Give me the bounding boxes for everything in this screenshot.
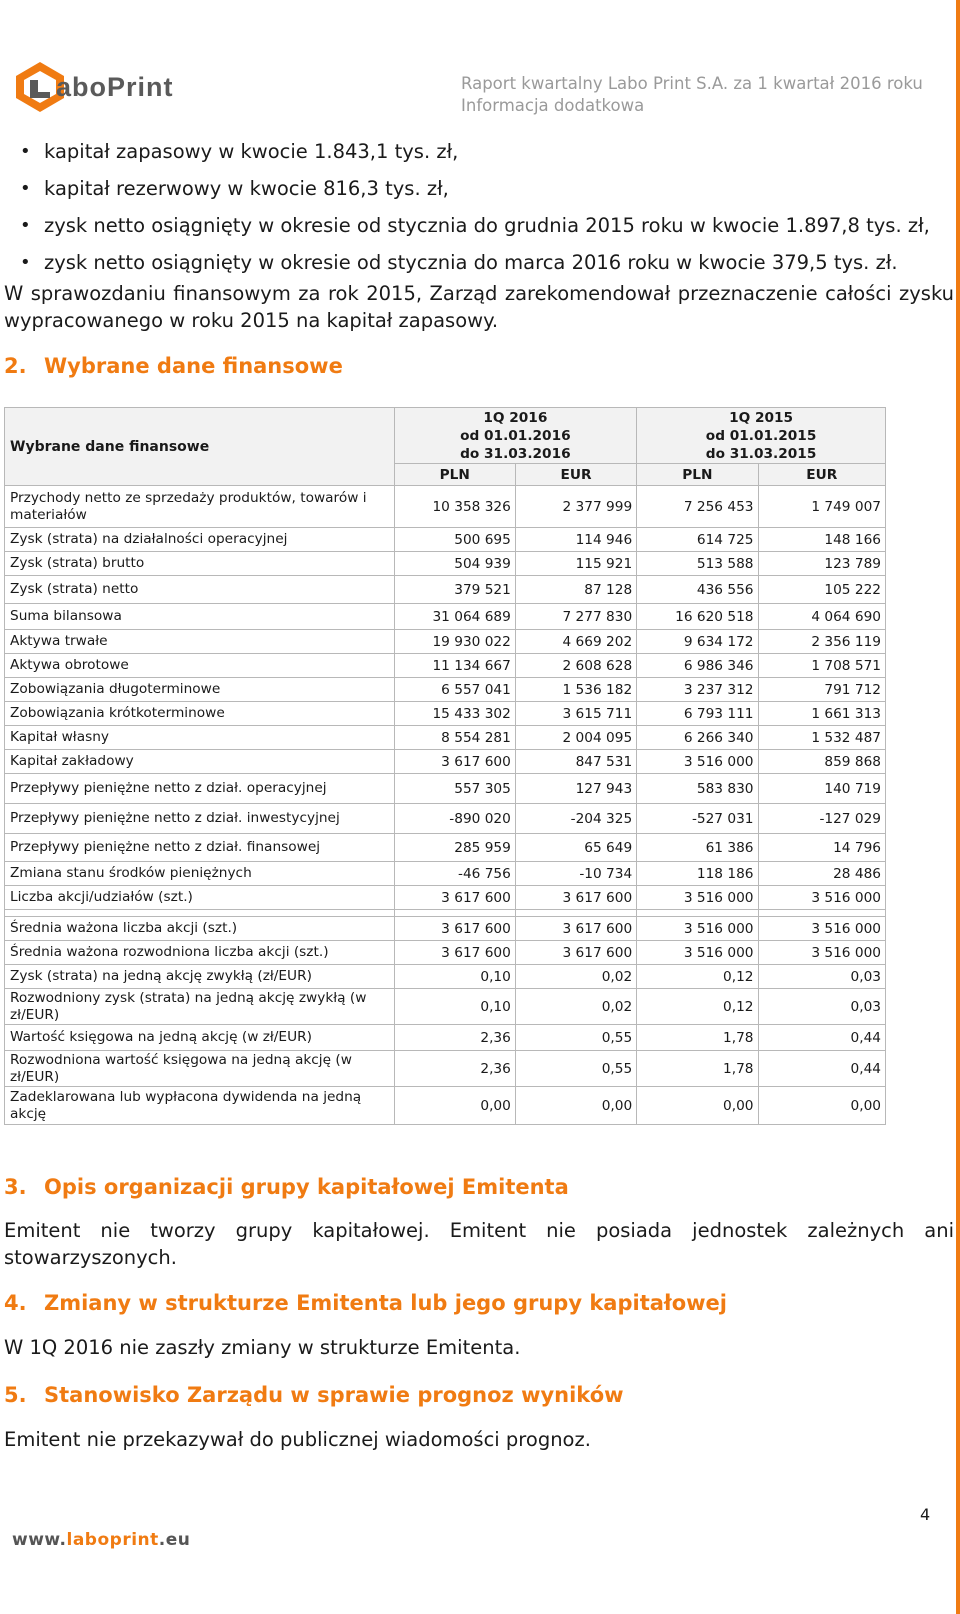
- value-cell: 7 256 453: [637, 486, 758, 528]
- value-cell: 6 557 041: [394, 678, 515, 702]
- report-title: Raport kwartalny Labo Print S.A. za 1 kwartał 2016 roku: [461, 74, 923, 93]
- table-row: [5, 804, 886, 834]
- value-cell: 0,55: [515, 1025, 636, 1051]
- value-cell: 6 266 340: [637, 726, 758, 750]
- row-label: Kapitał zakładowy: [5, 750, 395, 774]
- currency-header: EUR: [758, 464, 886, 486]
- financial-data-table: [4, 407, 886, 1125]
- value-cell: 557 305: [394, 774, 515, 804]
- row-label: Zysk (strata) netto: [5, 576, 395, 604]
- value-cell: 2,36: [394, 1051, 515, 1087]
- currency-header: EUR: [515, 464, 636, 486]
- section-3-heading: [4, 1175, 569, 1199]
- row-label: Zobowiązania krótkoterminowe: [5, 702, 395, 726]
- structure-changes-paragraph: W 1Q 2016 nie zaszły zmiany w strukturze Emitenta.: [4, 1336, 521, 1359]
- section-number: 4.: [4, 1291, 27, 1315]
- value-cell: 3 617 600: [394, 941, 515, 965]
- value-cell: 2,36: [394, 1025, 515, 1051]
- value-cell: 16 620 518: [637, 604, 758, 630]
- value-cell: 500 695: [394, 528, 515, 552]
- value-cell: 148 166: [758, 528, 886, 552]
- row-label: Suma bilansowa: [5, 604, 395, 630]
- profit-allocation-paragraph: W sprawozdaniu finansowym za rok 2015, Zarząd zarekomendował przeznaczenie całości zysku wypracowanego w roku 2015 na kapitał zapasowy.: [4, 282, 954, 332]
- value-cell: 0,10: [394, 989, 515, 1025]
- value-cell: 3 617 600: [515, 917, 636, 941]
- value-cell: -204 325: [515, 804, 636, 834]
- row-label: Zysk (strata) na działalności operacyjnej: [5, 528, 395, 552]
- section-title: Wybrane dane finansowe: [44, 354, 343, 378]
- table-row: [5, 576, 886, 604]
- period-2015-header: 1Q 2015 od 01.01.2015 do 31.03.2015: [637, 408, 886, 464]
- row-label: Przepływy pieniężne netto z dział. operacyjnej: [5, 774, 395, 804]
- value-cell: 1 532 487: [758, 726, 886, 750]
- capital-bullet-list: [20, 137, 940, 285]
- value-cell: 15 433 302: [394, 702, 515, 726]
- table-row: [5, 862, 886, 886]
- row-label: Zysk (strata) brutto: [5, 552, 395, 576]
- table-row: [5, 630, 886, 654]
- value-cell: -890 020: [394, 804, 515, 834]
- period-2016-header: 1Q 2016 od 01.01.2016 do 31.03.2016: [394, 408, 637, 464]
- value-cell: 115 921: [515, 552, 636, 576]
- list-item: • zysk netto osiągnięty w okresie od stycznia do marca 2016 roku w kwocie 379,5 tys. zł.: [20, 248, 940, 285]
- currency-header: PLN: [637, 464, 758, 486]
- value-cell: 1 708 571: [758, 654, 886, 678]
- value-cell: 614 725: [637, 528, 758, 552]
- svg-text:aboPrint: aboPrint: [56, 72, 174, 102]
- table-row: [5, 750, 886, 774]
- list-item: • kapitał zapasowy w kwocie 1.843,1 tys. zł,: [20, 137, 940, 174]
- value-cell: 1 749 007: [758, 486, 886, 528]
- value-cell: -527 031: [637, 804, 758, 834]
- section-number: 2.: [4, 354, 27, 378]
- footer-website: www.laboprint.eu: [12, 1530, 191, 1550]
- value-cell: 0,00: [515, 1087, 636, 1125]
- value-cell: 3 615 711: [515, 702, 636, 726]
- table-spacer-row: [5, 910, 886, 917]
- page-edge-rule: [956, 0, 960, 1614]
- value-cell: 0,03: [758, 989, 886, 1025]
- value-cell: 0,44: [758, 1051, 886, 1087]
- row-label: Zadeklarowana lub wypłacona dywidenda na jedną akcję: [5, 1087, 395, 1125]
- section-2-heading: [4, 354, 343, 378]
- value-cell: 140 719: [758, 774, 886, 804]
- value-cell: 3 617 600: [515, 941, 636, 965]
- value-cell: 10 358 326: [394, 486, 515, 528]
- value-cell: 0,10: [394, 965, 515, 989]
- value-cell: 0,44: [758, 1025, 886, 1051]
- value-cell: 1,78: [637, 1025, 758, 1051]
- value-cell: 0,55: [515, 1051, 636, 1087]
- value-cell: 3 237 312: [637, 678, 758, 702]
- laboprint-logo: [12, 58, 242, 112]
- row-label: Liczba akcji/udziałów (szt.): [5, 886, 395, 910]
- table-row: [5, 886, 886, 910]
- value-cell: 791 712: [758, 678, 886, 702]
- value-cell: 0,03: [758, 965, 886, 989]
- value-cell: 0,00: [758, 1087, 886, 1125]
- value-cell: 6 986 346: [637, 654, 758, 678]
- row-label: Rozwodniony zysk (strata) na jedną akcję zwykłą (w zł/EUR): [5, 989, 395, 1025]
- value-cell: 105 222: [758, 576, 886, 604]
- row-label: Przychody netto ze sprzedaży produktów, towarów i materiałów: [5, 486, 395, 528]
- table-row: [5, 552, 886, 576]
- value-cell: 1 536 182: [515, 678, 636, 702]
- value-cell: 1,78: [637, 1051, 758, 1087]
- value-cell: 114 946: [515, 528, 636, 552]
- row-label: Średnia ważona rozwodniona liczba akcji (szt.): [5, 941, 395, 965]
- table-row: [5, 726, 886, 750]
- value-cell: 0,02: [515, 965, 636, 989]
- report-header: [461, 73, 923, 117]
- section-4-heading: [4, 1291, 727, 1315]
- row-label: Zobowiązania długoterminowe: [5, 678, 395, 702]
- table-row: [5, 604, 886, 630]
- section-title: Opis organizacji grupy kapitałowej Emitenta: [44, 1175, 569, 1199]
- row-label: Rozwodniona wartość księgowa na jedną akcję (w zł/EUR): [5, 1051, 395, 1087]
- section-number: 3.: [4, 1175, 27, 1199]
- value-cell: 4 064 690: [758, 604, 886, 630]
- section-5-heading: [4, 1383, 624, 1407]
- table-label-header: Wybrane dane finansowe: [5, 408, 395, 486]
- value-cell: 859 868: [758, 750, 886, 774]
- value-cell: 504 939: [394, 552, 515, 576]
- table-row: [5, 917, 886, 941]
- value-cell: 31 064 689: [394, 604, 515, 630]
- value-cell: 6 793 111: [637, 702, 758, 726]
- table-row: [5, 1025, 886, 1051]
- page-number: 4: [920, 1505, 931, 1524]
- value-cell: 61 386: [637, 834, 758, 862]
- table-body: [5, 486, 886, 1125]
- value-cell: 28 486: [758, 862, 886, 886]
- value-cell: 0,02: [515, 989, 636, 1025]
- table-row: [5, 834, 886, 862]
- row-label: Przepływy pieniężne netto z dział. finansowej: [5, 834, 395, 862]
- value-cell: 1 661 313: [758, 702, 886, 726]
- value-cell: 123 789: [758, 552, 886, 576]
- row-label: Średnia ważona liczba akcji (szt.): [5, 917, 395, 941]
- value-cell: -46 756: [394, 862, 515, 886]
- row-label: Przepływy pieniężne netto z dział. inwestycyjnej: [5, 804, 395, 834]
- value-cell: 0,00: [637, 1087, 758, 1125]
- row-label: Zmiana stanu środków pieniężnych: [5, 862, 395, 886]
- value-cell: 3 617 600: [394, 886, 515, 910]
- forecast-paragraph: Emitent nie przekazywał do publicznej wiadomości prognoz.: [4, 1428, 591, 1451]
- value-cell: 285 959: [394, 834, 515, 862]
- table-row: [5, 941, 886, 965]
- value-cell: 65 649: [515, 834, 636, 862]
- value-cell: 3 516 000: [637, 941, 758, 965]
- value-cell: 3 617 600: [394, 750, 515, 774]
- value-cell: 3 516 000: [637, 750, 758, 774]
- group-structure-paragraph: Emitent nie tworzy grupy kapitałowej. Emitent nie posiada jednostek zależnych ani stowarzyszonych.: [4, 1219, 954, 1269]
- table-row: [5, 702, 886, 726]
- value-cell: 2 608 628: [515, 654, 636, 678]
- value-cell: 4 669 202: [515, 630, 636, 654]
- value-cell: 2 377 999: [515, 486, 636, 528]
- value-cell: 379 521: [394, 576, 515, 604]
- section-title: Zmiany w strukturze Emitenta lub jego grupy kapitałowej: [44, 1291, 727, 1315]
- value-cell: -10 734: [515, 862, 636, 886]
- value-cell: 127 943: [515, 774, 636, 804]
- value-cell: 847 531: [515, 750, 636, 774]
- list-item: • zysk netto osiągnięty w okresie od stycznia do grudnia 2015 roku w kwocie 1.897,8 tys. zł,: [20, 211, 940, 248]
- value-cell: 0,12: [637, 989, 758, 1025]
- value-cell: 87 128: [515, 576, 636, 604]
- value-cell: 3 516 000: [758, 941, 886, 965]
- value-cell: 118 186: [637, 862, 758, 886]
- value-cell: 3 617 600: [515, 886, 636, 910]
- value-cell: 3 516 000: [637, 917, 758, 941]
- value-cell: 3 617 600: [394, 917, 515, 941]
- report-subtitle: Informacja dodatkowa: [461, 96, 645, 115]
- value-cell: 3 516 000: [758, 917, 886, 941]
- table-row: [5, 678, 886, 702]
- section-number: 5.: [4, 1383, 27, 1407]
- value-cell: 9 634 172: [637, 630, 758, 654]
- row-label: Aktywa obrotowe: [5, 654, 395, 678]
- value-cell: 0,00: [394, 1087, 515, 1125]
- value-cell: 7 277 830: [515, 604, 636, 630]
- value-cell: 0,12: [637, 965, 758, 989]
- value-cell: 19 930 022: [394, 630, 515, 654]
- value-cell: 583 830: [637, 774, 758, 804]
- table-row: [5, 774, 886, 804]
- currency-header: PLN: [394, 464, 515, 486]
- value-cell: 2 004 095: [515, 726, 636, 750]
- row-label: Zysk (strata) na jedną akcję zwykłą (zł/EUR): [5, 965, 395, 989]
- table-row: [5, 1051, 886, 1087]
- table-row: [5, 528, 886, 552]
- value-cell: 2 356 119: [758, 630, 886, 654]
- table-row: [5, 965, 886, 989]
- table-row: [5, 654, 886, 678]
- list-item: • kapitał rezerwowy w kwocie 816,3 tys. zł,: [20, 174, 940, 211]
- value-cell: 8 554 281: [394, 726, 515, 750]
- value-cell: 3 516 000: [758, 886, 886, 910]
- value-cell: 11 134 667: [394, 654, 515, 678]
- table-row: [5, 1087, 886, 1125]
- row-label: Wartość księgowa na jedną akcję (w zł/EUR): [5, 1025, 395, 1051]
- value-cell: -127 029: [758, 804, 886, 834]
- table-row: [5, 486, 886, 528]
- table-row: [5, 989, 886, 1025]
- value-cell: 14 796: [758, 834, 886, 862]
- value-cell: 513 588: [637, 552, 758, 576]
- value-cell: 3 516 000: [637, 886, 758, 910]
- value-cell: 436 556: [637, 576, 758, 604]
- section-title: Stanowisko Zarządu w sprawie prognoz wyników: [44, 1383, 624, 1407]
- row-label: Kapitał własny: [5, 726, 395, 750]
- row-label: Aktywa trwałe: [5, 630, 395, 654]
